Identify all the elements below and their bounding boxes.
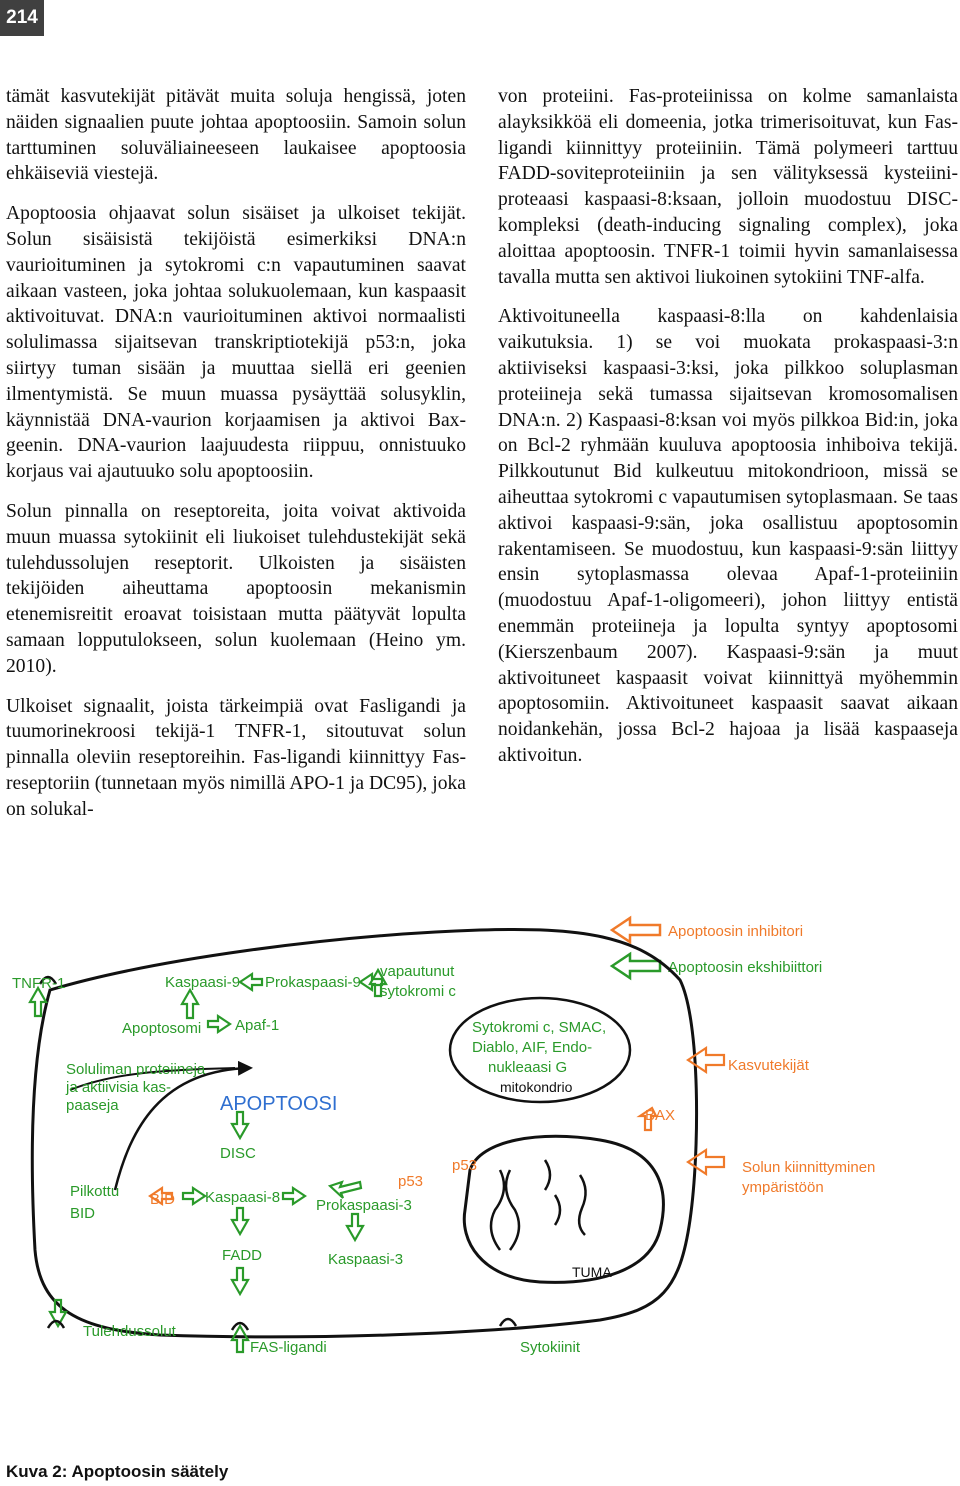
vapautunut-label-2: sytokromi c <box>380 983 456 1000</box>
solun-kiinn-label-1: Solun kiinnittyminen <box>742 1159 876 1176</box>
prokaspaasi3-label: Prokaspaasi-3 <box>316 1197 412 1214</box>
green-arrows <box>30 970 386 1352</box>
page-number: 214 <box>0 0 44 36</box>
p53-label-a: p53 <box>398 1173 424 1190</box>
legend-exhibitor-label: Apoptoosin ekshibiittori <box>668 959 823 976</box>
mito-content-label-1: Sytokromi c, SMAC, <box>472 1019 607 1036</box>
sytokiinit-label: Sytokiinit <box>520 1339 581 1356</box>
bax-label: BAX <box>645 1107 676 1124</box>
soluliman-label-2: ja aktiivisia kas- <box>66 1079 172 1096</box>
legend-inhibitor-label: Apoptoosin inhibitori <box>668 923 804 940</box>
paragraph: tämät kasvutekijät pitävät muita soluja hengissä, joten näiden signaalien puute johtaa apoptoosiin. Samoin solun tarttuminen soluväliaineeseen laukaisee apoptoosia ehkäiseviä viestejä. <box>6 86 466 185</box>
tuma-label: TUMA <box>572 1264 612 1280</box>
apoptosomi-label: Apoptosomi <box>122 1020 202 1037</box>
soluliman-label-3: paaseja <box>66 1097 119 1114</box>
apoptoosi-label: APOPTOOSI <box>220 1093 338 1115</box>
prokaspaasi9-label: Prokaspaasi-9 <box>265 974 361 991</box>
paragraph: Solun pinnalla on reseptoreita, joita voivat aktivoida muun muassa sytokiinit eli liukoiset tulehdustekijät sekä tulehdussolujen reseptorit. Ulkoisten ja sisäisten tekijöiden aiheuttama apoptoosin mekanismin etenemisreitit eroavat toisistaan mutta päätyvät lopulta samaan lopputulokseen, solun kuolemaan (Heino ym. 2010). <box>6 500 466 677</box>
paragraph: Aktivoituneella kaspaasi-8:lla on kahdenlaisia vaikutuksia. 1) se voi muokata prokaspaasi-3:n aktiiviseksi kaspaasi-3:ksi, joka pilkkoo soluplasman proteiineja sekä tumassa sijaitsevan kromosomalisen DNA:n. 2) Kaspaasi-8:ksan voi myös pilkkoa Bid:in, joka on Bcl-2 ryhmään kuuluva apoptoosia inhiboiva tekijä. Pilkkoutunut Bid kulkeutuu mitokondrioon, missä se aiheuttaa sytokromi c vapautumisen sytoplasmaan. Se taas aktivoi kaspaasi-9:sän, joka osallistuu apoptosomin rakentamiseen. Se muodostuu, kun kaspaasi-9:sän liittyy ensin sytoplasmassa olevaa Apaf-1-proteiiniin (muodostuu Apaf-1-oligomeeri), johon liittyy entistä enemmän proteiineja ja lopulta syntyy apoptosomi (Kierszenbaum 2007). Kaspaasi-9:sän ja muut aktivoituneet kaspaasit voivat kiinnittyä myöhemmin apoptosomiin. Aktivoituneet kaspaasit saavat aikaan noidankehän, jossa Bcl-2 hajoaa ja lisää kaspaaseja aktivoitun. <box>498 306 958 766</box>
pilkottu-label-2: BID <box>70 1205 96 1222</box>
apaf1-label: Apaf-1 <box>235 1017 280 1034</box>
bid-label: BID <box>150 1191 176 1208</box>
figure-caption: Kuva 2: Apoptoosin säätely <box>6 1462 229 1481</box>
pilkottu-label-1: Pilkottu <box>70 1183 120 1200</box>
tulehdussolut-label: Tulehdussolut <box>83 1323 176 1340</box>
solun-kiinn-label-2: ympäristöön <box>742 1179 824 1196</box>
paragraph: Ulkoiset signaalit, joista tärkeimpiä ovat Fasligandi ja tuumorinekroosi tekijä-1 TNFR-1, sitoutuvat solun pinnalla oleviin reseptoreihin. Fas-ligandi kiinnittyy Fas-reseptoriin (tunnetaan myös nimillä APO-1 ja DC95), joka on solukal- <box>6 695 466 820</box>
mito-content-label-2: Diablo, AIF, Endo- <box>472 1039 593 1056</box>
right-text-column <box>498 84 958 783</box>
tnfr1-label: TNFR-1 <box>12 975 66 992</box>
apoptosis-diagram <box>0 890 960 1450</box>
dna-icon <box>491 1160 586 1250</box>
left-text-column <box>6 84 466 837</box>
p53-label-b: p53 <box>452 1157 478 1174</box>
fadd-label: FADD <box>222 1247 263 1264</box>
soluliman-label-1: Soluliman proteiineja <box>66 1061 206 1078</box>
paragraph: Apoptoosia ohjaavat solun sisäiset ja ulkoiset tekijät. Solun sisäisistä tekijöistä esimerkiksi DNA:n vaurioituminen ja sytokromi c:n vapautuminen saavat aikaan vasteen, joka johtaa solukuolemaan, kun kaspaasit aktivoituvat. DNA:n vaurioituminen aktivoi normaalisti solulimassa sijaitsevan transkriptiotekijä p53:n, joka siirtyy tuman sisään ja muuttaa siellä eri geenien ilmentymistä. Se muun muassa pysäyttää solusyklin, käynnistää DNA-vaurion korjaamisen ja aktivoi Bax-geenin. DNA-vaurion laajuudesta riippuu, onnistuuko korjaus vai ajautuuko solu apoptoosiin. <box>6 203 466 483</box>
disc-label: DISC <box>220 1145 256 1162</box>
mitokondrio-label: mitokondrio <box>500 1079 573 1095</box>
orange-arrows <box>150 1048 724 1204</box>
paragraph: von proteiini. Fas-proteiinissa on kolme samanlaista alayksikköä eli domeenia, jotka trimerisoituvat, kun Fas-ligandi kiinnittyy proteiiniin. Tämä polymeeri tarttuu FADD-soviteproteiiniin ja sen välityksessä kysteiini-proteaasi kaspaasi-8:ksaan, jolloin muodostuu DISC-kompleksi (death-inducing signaling complex), joka aloittaa apoptoosin. TNFR-1 toimii hyvin samanlaisessa tavalla mutta sen aktivoi liukoinen sytokiini TNF-alfa. <box>498 86 958 288</box>
mito-content-label-3: nukleaasi G <box>488 1059 568 1076</box>
vapautunut-label-1: vapautunut <box>380 963 455 980</box>
legend-inhibitor-arrow-icon <box>612 918 660 942</box>
kaspaasi8-label: Kaspaasi-8 <box>205 1189 281 1206</box>
kaspaasi3-label: Kaspaasi-3 <box>328 1251 404 1268</box>
fasligandi-label: FAS-ligandi <box>250 1339 327 1356</box>
kasvutekijat-label: Kasvutekijät <box>728 1057 809 1074</box>
kaspaasi9-label: Kaspaasi-9 <box>165 974 241 991</box>
